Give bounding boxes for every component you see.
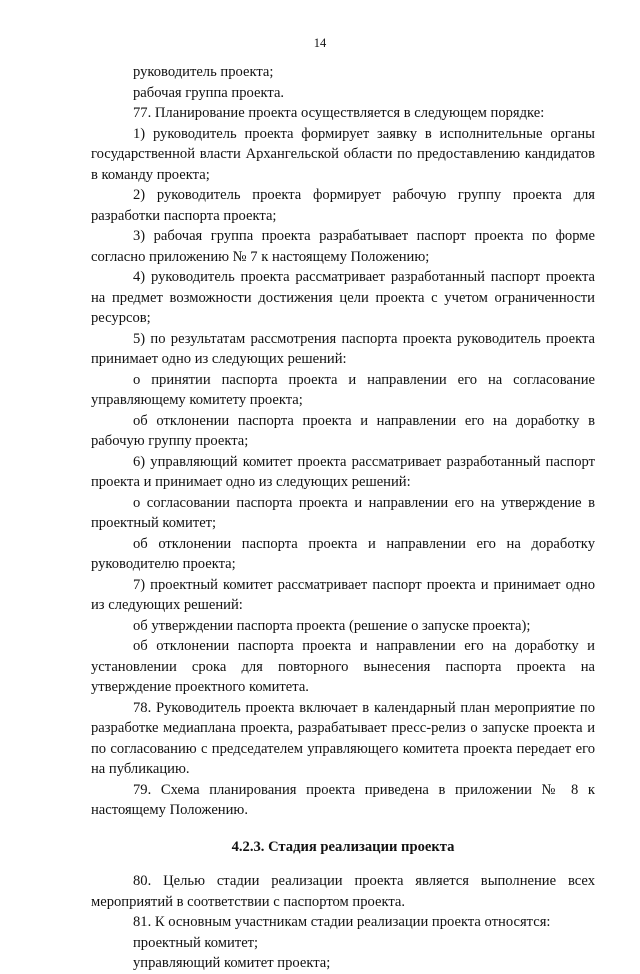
paragraph: 7) проектный комитет рассматривает паспорт проекта и принимает одно из следующих решений: [91,576,595,613]
paragraph: 6) управляющий комитет проекта рассматривает разработанный паспорт проекта и принимает одно из следующих решений: [91,453,595,490]
paragraph: управляющий комитет проекта; [133,955,331,971]
paragraph: о согласовании паспорта проекта и направлении его на утверждение в проектный комитет; [91,494,595,531]
paragraph: 79. Схема планирования проекта приведена в приложении № 8 к настоящему Положению. [91,781,595,818]
paragraph: 78. Руководитель проекта включает в календарный план мероприятие по разработке медиаплана проекта, разрабатывает пресс-релиз о запуске проекта и по согласованию с председателем управляющего комитета проекта передает его на публикацию. [91,699,595,777]
paragraph: об отклонении паспорта проекта и направлении его на доработку и установлении срока для повторного вынесения паспорта проекта на утверждение проектного комитета. [91,638,595,695]
paragraph: о принятии паспорта проекта и направлении его на согласование управляющему комитету проекта; [91,371,595,408]
paragraph: 2) руководитель проекта формирует рабочую группу проекта для разработки паспорта проекта; [91,187,595,224]
paragraph: 3) рабочая группа проекта разрабатывает паспорт проекта по форме согласно приложению № 7 к настоящему Положению; [91,228,595,265]
paragraph: 80. Целью стадии реализации проекта является выполнение всех мероприятий в соответствии с паспортом проекта. [91,873,595,910]
paragraph: руководитель проекта; [133,64,274,80]
paragraph: 81. К основным участникам стадии реализации проекта относятся: [133,914,551,930]
paragraph: об утверждении паспорта проекта (решение о запуске проекта); [133,617,531,634]
paragraph: 1) руководитель проекта формирует заявку в исполнительные органы государственной власти Архангельской области по предоставлению кандидатов в команду проекта; [91,125,595,183]
paragraph: проектный комитет; [133,934,259,951]
paragraph: 4) руководитель проекта рассматривает разработанный паспорт проекта на предмет возможности достижения цели проекта с учетом ограниченности ресурсов; [91,269,595,326]
page-number: 14 [313,36,327,50]
document-body [91,62,595,974]
paragraph: об отклонении паспорта проекта и направлении его на доработку руководителю проекта; [91,535,595,572]
paragraph: об отклонении паспорта проекта и направлении его на доработку в рабочую группу проекта; [91,412,595,449]
section-heading: 4.2.3. Стадия реализации проекта [231,838,455,855]
paragraph: 77. Планирование проекта осуществляется в следующем порядке: [133,105,545,121]
paragraph: 5) по результатам рассмотрения паспорта проекта руководитель проекта принимает одно из следующих решений: [91,330,595,367]
paragraph: рабочая группа проекта. [133,84,285,101]
